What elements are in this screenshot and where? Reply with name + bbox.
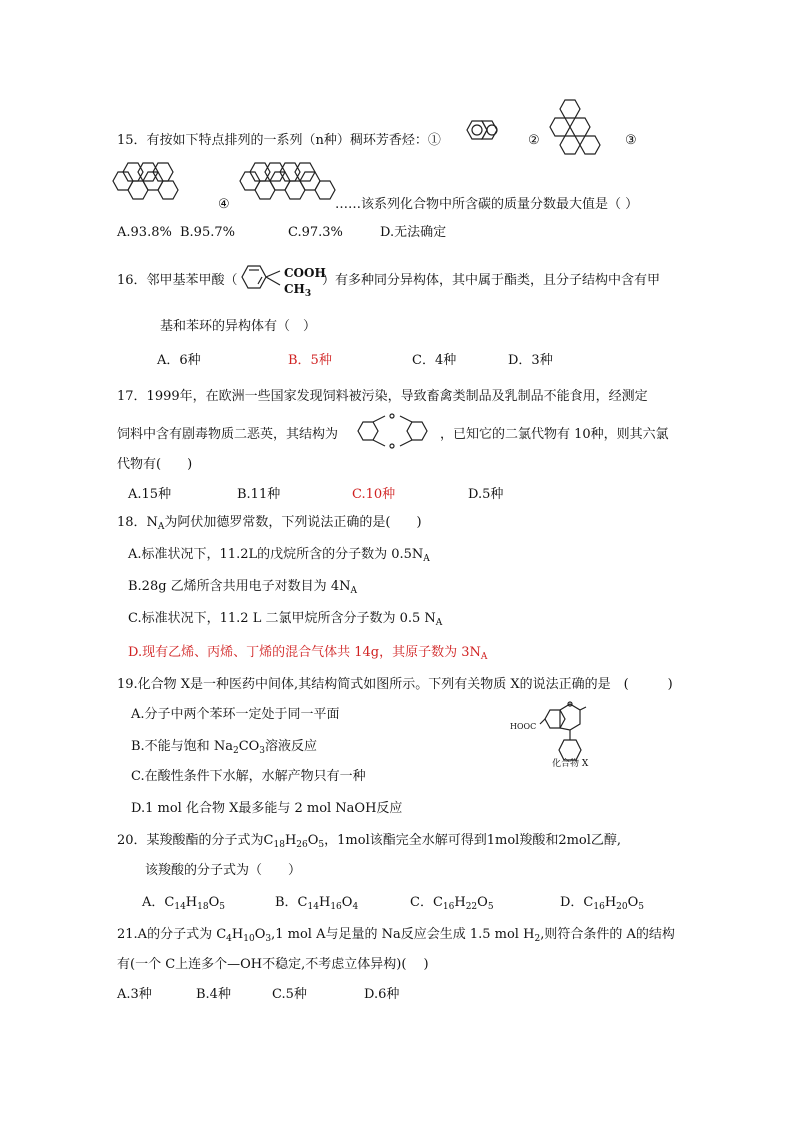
q15-tail: ……该系列化合物中所含碳的质量分数最大值是（ ） xyxy=(335,197,639,212)
q21-line1: 21.A的分子式为 $C_4H_{10}O_3,1$ mol A与足量的 Na反应会生成 1.5 mol $H_2$,则符合条件的 A的结构 xyxy=(117,927,675,944)
dioxin-structure xyxy=(355,414,435,454)
q15-marker-3: ③ xyxy=(625,133,637,148)
q15-stem: 15．有按如下特点排列的一系列（n种）稠环芳香烃：① xyxy=(117,133,441,148)
q21-line2: 有(一个 C上连多个—OH不稳定,不考虑立体异构)( ) xyxy=(117,957,429,972)
q21-option-b: B.4种 xyxy=(196,987,231,1002)
q18-option-b: B.28g 乙烯所含共用电子对数目为 $4N_A$ xyxy=(128,579,357,596)
q15-marker-2: ② xyxy=(528,133,540,148)
q20-option-b: B．$C_{14}H_{16}O_4$ xyxy=(275,895,359,912)
q16-option-d: D．3种 xyxy=(508,353,553,368)
pyrene-structure xyxy=(550,98,610,153)
q18-option-d: D.现有乙烯、丙烯、丁烯的混合气体共 14g，其原子数为 $3N_A$ xyxy=(128,645,488,662)
q19-option-d: D.1 mol 化合物 X最多能与 2 mol NaOH反应 xyxy=(131,801,403,816)
q20-stem: 20．某羧酸酯的分子式为$C_{18}H_{26}O_5$，1mol该酯完全水解可得到1mol羧酸和2mol乙醇, xyxy=(117,833,622,850)
q19-option-a: A.分子中两个苯环一定处于同一平面 xyxy=(131,707,340,722)
q17-option-d: D.5种 xyxy=(468,487,504,502)
q15-option-d: D.无法确定 xyxy=(380,225,447,240)
q16-line2: 基和苯环的异构体有（ ） xyxy=(160,319,317,334)
q19-option-b: B.不能与饱和 $Na_2CO_3$溶液反应 xyxy=(131,739,318,756)
q18-stem: 18．$N_A$为阿伏加德罗常数，下列说法正确的是( ) xyxy=(117,515,422,532)
q16-option-a: A．6种 xyxy=(157,353,201,368)
q15-option-c: C.97.3% xyxy=(288,225,343,240)
q17-line2b: ，已知它的二氯代物有 10种，则其六氯 xyxy=(440,427,669,442)
coronene-like-structure xyxy=(110,158,190,213)
q17-line2a: 饲料中含有剧毒物质二恶英，其结构为 xyxy=(117,427,339,442)
q18-option-c: C.标准状况下，11.2 L 二氯甲烷所含分子数为 0.5 $N_A$ xyxy=(128,611,443,628)
q16-stem-a: 16．邻甲基苯甲酸（ xyxy=(117,273,238,288)
naphthalene-structure xyxy=(462,118,512,148)
q19-stem: 19.化合物 X是一种医药中间体,其结构简式如图所示。下列有关物质 X的说法正确的是 ( ) xyxy=(117,677,673,692)
q20-line2: 该羧酸的分子式为（ ） xyxy=(145,863,302,878)
q16-stem-b: ）有多种同分异构体，其中属于酯类，且分子结构中含有甲 xyxy=(322,273,661,288)
q16-option-c: C．4种 xyxy=(412,353,457,368)
large-polycyclic-structure xyxy=(240,158,340,213)
o-methylbenzoic-acid-structure xyxy=(240,263,280,303)
q20-option-a: A．$C_{14}H_{18}O_5$ xyxy=(142,895,225,912)
q19-option-c: C.在酸性条件下水解，水解产物只有一种 xyxy=(131,769,366,784)
q17-line3: 代物有( ) xyxy=(117,457,193,472)
q17-option-b: B.11种 xyxy=(237,487,281,502)
q17-line1: 17．1999年，在欧洲一些国家发现饲料被污染，导致畜禽类制品及乳制品不能食用，经测定 xyxy=(117,389,648,404)
q15-marker-4: ④ xyxy=(218,197,230,212)
q19-hooc-label: HOOC xyxy=(510,722,537,731)
q19-figure-caption: 化合物 X xyxy=(552,759,589,769)
q16-ch3-label: $CH_3$ xyxy=(284,282,312,299)
q21-option-a: A.3种 xyxy=(117,987,152,1002)
q15-option-b: B.95.7% xyxy=(180,225,235,240)
q20-option-d: D．$C_{16}H_{20}O_5$ xyxy=(560,895,645,912)
q16-option-b: B．5种 xyxy=(288,353,332,368)
q18-option-a: A.标准状况下，11.2L的戊烷所含的分子数为 $0.5N_A$ xyxy=(128,547,430,564)
q20-option-c: C．$C_{16}H_{22}O_5$ xyxy=(410,895,494,912)
q15-option-a: A.93.8% xyxy=(117,225,172,240)
q17-option-c: C.10种 xyxy=(352,487,396,502)
q17-option-a: A.15种 xyxy=(128,487,172,502)
q21-option-c: C.5种 xyxy=(272,987,307,1002)
q21-option-d: D.6种 xyxy=(364,987,400,1002)
q16-cooh-label: COOH xyxy=(284,266,326,280)
